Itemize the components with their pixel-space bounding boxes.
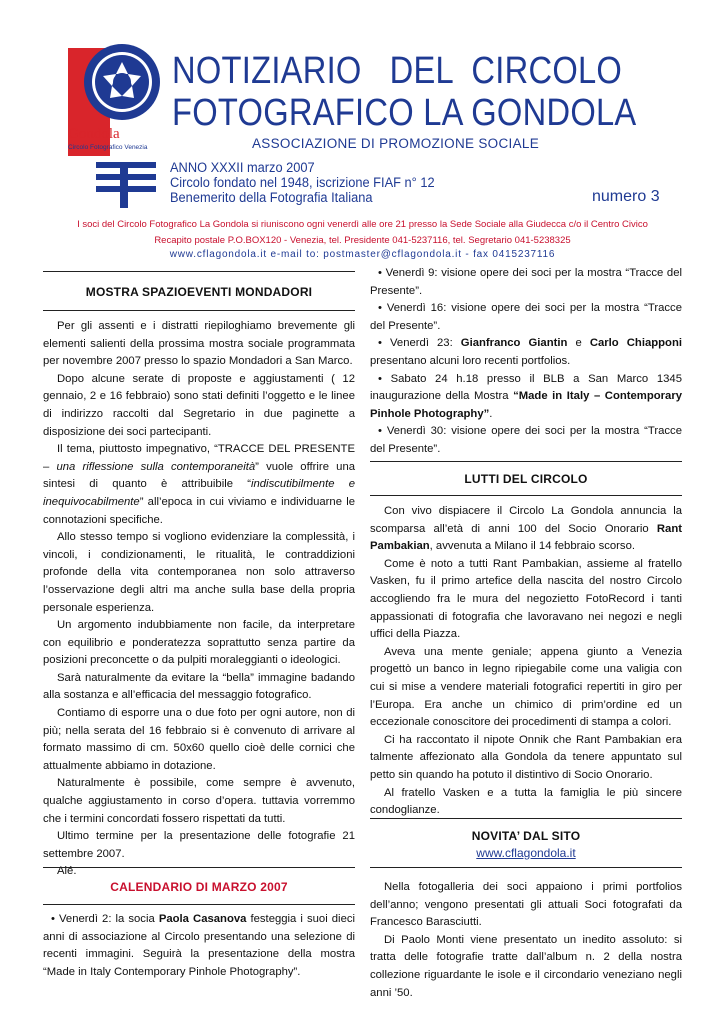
- gondola-logo-mark: [62, 40, 180, 210]
- website-contact: www.cflagondola.it e-mail to: postmaster@cflagondola.it - fax 0415237116: [169, 249, 556, 260]
- text-run: • Venerdì 2: la socia: [51, 913, 159, 925]
- divider: [370, 818, 682, 819]
- title-line-2: FOTOGRAFICO LA GONDOLA: [172, 92, 637, 134]
- text-run: Con vivo dispiacere il Circolo La Gondola annuncia la scomparsa all’età di anni 100 del Socio Onorario: [370, 505, 682, 535]
- text-run: festeggia i suoi dieci anni di associazione al Circolo presentando una selezione di recenti immagini. Seguirà la presentazione della mostra “Made in Italy Contemporary Pinhole Photography”.: [43, 913, 356, 978]
- calendar-item: [370, 335, 682, 370]
- meeting-info: I soci del Circolo Fotografico La Gondola si riuniscono ogni venerdì alle ore 21 presso la Sede Sociale alla Giudecca c/o il Centro Civico: [77, 219, 648, 230]
- text-run: presentano alcuni loro recenti portfolios.: [370, 354, 571, 367]
- masthead-title: [172, 50, 637, 134]
- paragraph: Per gli assenti e i distratti riepiloghiamo brevemente gli elementi salienti della prossima mostra sociale programmata per novembre 2007 presso lo spazio Mondadori a San Marco.: [43, 320, 355, 368]
- subtitle: ASSOCIAZIONE DI PROMOZIONE SOCIALE: [252, 136, 539, 151]
- paragraph: Ultimo termine per la presentazione delle fotografie 21 settembre 2007.: [43, 830, 355, 860]
- text-run: ” all’epoca in cui viviamo e individuarne le connotazioni specifiche.: [43, 495, 355, 526]
- calendar-item: [370, 371, 682, 424]
- paragraph: [370, 503, 682, 556]
- logo-tagline: Circolo Fotografico Venezia: [68, 144, 148, 151]
- paragraph: Come è noto a tutti Rant Pambakian, assieme al fratello Vasken, fu il primo artefice della nascita del nostro Circolo accogliendo fra le mura del negozietto FotoRecord i tanti appassionati di fotografia che lavoravano nei negozi e negli uffici della Piazza.: [370, 557, 682, 641]
- paragraph: Di Paolo Monti viene presentato un inedito assoluto: si tratta delle fotografie tratte dall’album n. 2 della nostra collezione riguardante le isole e il circondario veneziano negli anni ’50.: [370, 933, 682, 999]
- paragraph: Sarà naturalmente da evitare la “bella” immagine badando alla sostanza e all’efficacia del messaggio fotografico.: [43, 671, 355, 702]
- calendar-list: [43, 911, 355, 981]
- masthead-meta: [170, 160, 435, 205]
- fondato-line: Circolo fondato nel 1948, iscrizione FIAF n° 12: [170, 175, 435, 190]
- calendar-item: • Venerdì 30: visione opere dei soci per la mostra “Tracce del Presente”.: [370, 425, 682, 455]
- mostra-heading: MOSTRA SPAZIOEVENTI MONDADORI: [85, 285, 313, 299]
- anno-line: ANNO XXXII marzo 2007: [170, 160, 315, 175]
- bold-text: Carlo Chiapponi: [589, 337, 682, 350]
- text-run: ” vuole offrire una sintesi di quanto è attribuibile “: [43, 460, 356, 491]
- paragraph: Nella fotogalleria dei soci appaiono i primi portfolios dell’anno; vengono presentati gli attuali Soci fotografati da Francesco Barasciutti.: [370, 881, 682, 929]
- divider: [43, 271, 355, 272]
- italic-text: una riflessione sulla contemporaneità: [56, 460, 256, 473]
- mostra-article: [43, 318, 355, 881]
- bold-text: Rant Pambakian: [370, 522, 682, 553]
- divider: [43, 867, 355, 868]
- benemerito-line: Benemerito della Fotografia Italiana: [170, 190, 373, 205]
- text-run: e: [567, 337, 590, 350]
- paragraph: [43, 441, 355, 529]
- text-run: .: [489, 407, 493, 420]
- circolo-logo: [62, 40, 180, 210]
- paragraph: Aveva una mente geniale; appena giunto a Venezia progettò un banco in legno ripiegabile come una valigia con cui si mise a vendere materiali fotografici repertiti in giro per l’Europa. Era anche un chimico di prim’ordine ed un eccezionale conoscitore dei procedimenti di stampa a colori.: [370, 645, 682, 729]
- text-run: , avvenuta a Milano il 14 febbraio scorso.: [429, 540, 635, 553]
- contact-info: Recapito postale P.O.BOX120 - Venezia, tel. Presidente 041-5237116, tel. Segretario 041-5238325: [154, 235, 571, 246]
- italic-text: indiscutibilmente e inequivocabilmente: [43, 478, 355, 508]
- paragraph: Allo stesso tempo si vogliono evidenziare la complessità, i vincoli, i condizionamenti, le ritualità, le contraddizioni profonde della vita contemporanea non solo attraverso l’osservazione degli altri ma anche sulla base della propria personale esperienza.: [43, 531, 355, 614]
- lutti-article: [370, 503, 682, 820]
- calendar-item: • Venerdì 16: visione opere dei soci per la mostra “Tracce del Presente”.: [370, 302, 682, 332]
- paragraph: Naturalmente è possibile, come sempre è avvenuto, qualche aggiustamento in corso d’opera. tuttavia vorremmo che i termini concordati fossero rispettati da tutti.: [43, 777, 355, 825]
- novita-heading: NOVITA’ DAL SITO: [471, 829, 581, 843]
- bold-text: Paola Casanova: [158, 913, 247, 925]
- divider: [43, 904, 355, 905]
- site-link[interactable]: www.cflagondola.it: [476, 846, 576, 860]
- divider: [370, 495, 682, 496]
- paragraph: Dopo alcune serate di proposte e aggiustamenti ( 12 gennaio, 2 e 16 febbraio) sono stati definiti l’oggetto e le linee di indirizzo raccolti dal Segretario in due paginette a disposizione dei soci partecipanti.: [43, 372, 355, 438]
- divider: [43, 310, 355, 311]
- text-run: Il tema, piuttosto impegnativo, “TRACCE DEL PRESENTE –: [43, 443, 355, 473]
- novita-article: [370, 879, 682, 1002]
- calendar-heading: CALENDARIO DI MARZO 2007: [110, 880, 288, 894]
- divider: [370, 461, 682, 462]
- calendar-continued: [370, 265, 682, 459]
- paragraph: Un argomento indubbiamente non facile, da interpretare con equilibrio e ponderatezza soprattutto senza partire da posizioni preconcette o da pulpiti moraleggianti o ideologici.: [43, 619, 355, 667]
- divider: [370, 867, 682, 868]
- paragraph: Al fratello Vasken e a tutta la famiglia le più sincere condoglianze.: [370, 786, 682, 817]
- paragraph: Contiamo di esporre una o due foto per ogni autore, non di più; nella serata del 16 febbraio si è convenuto di arrivare al formato massimo di cm. 50x60 quello cioè delle cornici che attualmente abbiamo in dotazione.: [43, 707, 355, 772]
- issue-number: numero 3: [592, 188, 660, 205]
- text-run: • Sabato 24 h.18 presso il BLB a San Marco 1345 inaugurazione della Mostra: [370, 372, 682, 403]
- text-run: • Venerdì 23:: [378, 337, 461, 350]
- calendar-item: • Venerdì 9: visione opere dei soci per la mostra “Tracce del Presente”.: [370, 267, 682, 297]
- bold-text: “Made in Italy – Contemporary Pinhole Photography”: [370, 390, 682, 420]
- calendar-item: [43, 911, 355, 981]
- bold-text: Gianfranco Giantin: [460, 337, 568, 350]
- paragraph: Alé.: [57, 865, 77, 878]
- title-line-1: NOTIZIARIO DEL CIRCOLO: [172, 50, 623, 92]
- logo-text: Gondola: [68, 126, 120, 142]
- paragraph: Ci ha raccontato il nipote Onnik che Rant Pambakian era talmente affezionato alla Gondola da tenere appuntato sul petto sin quando ha potuto il distintivo di Socio Onorario.: [370, 733, 682, 781]
- lutti-heading: LUTTI DEL CIRCOLO: [464, 472, 588, 486]
